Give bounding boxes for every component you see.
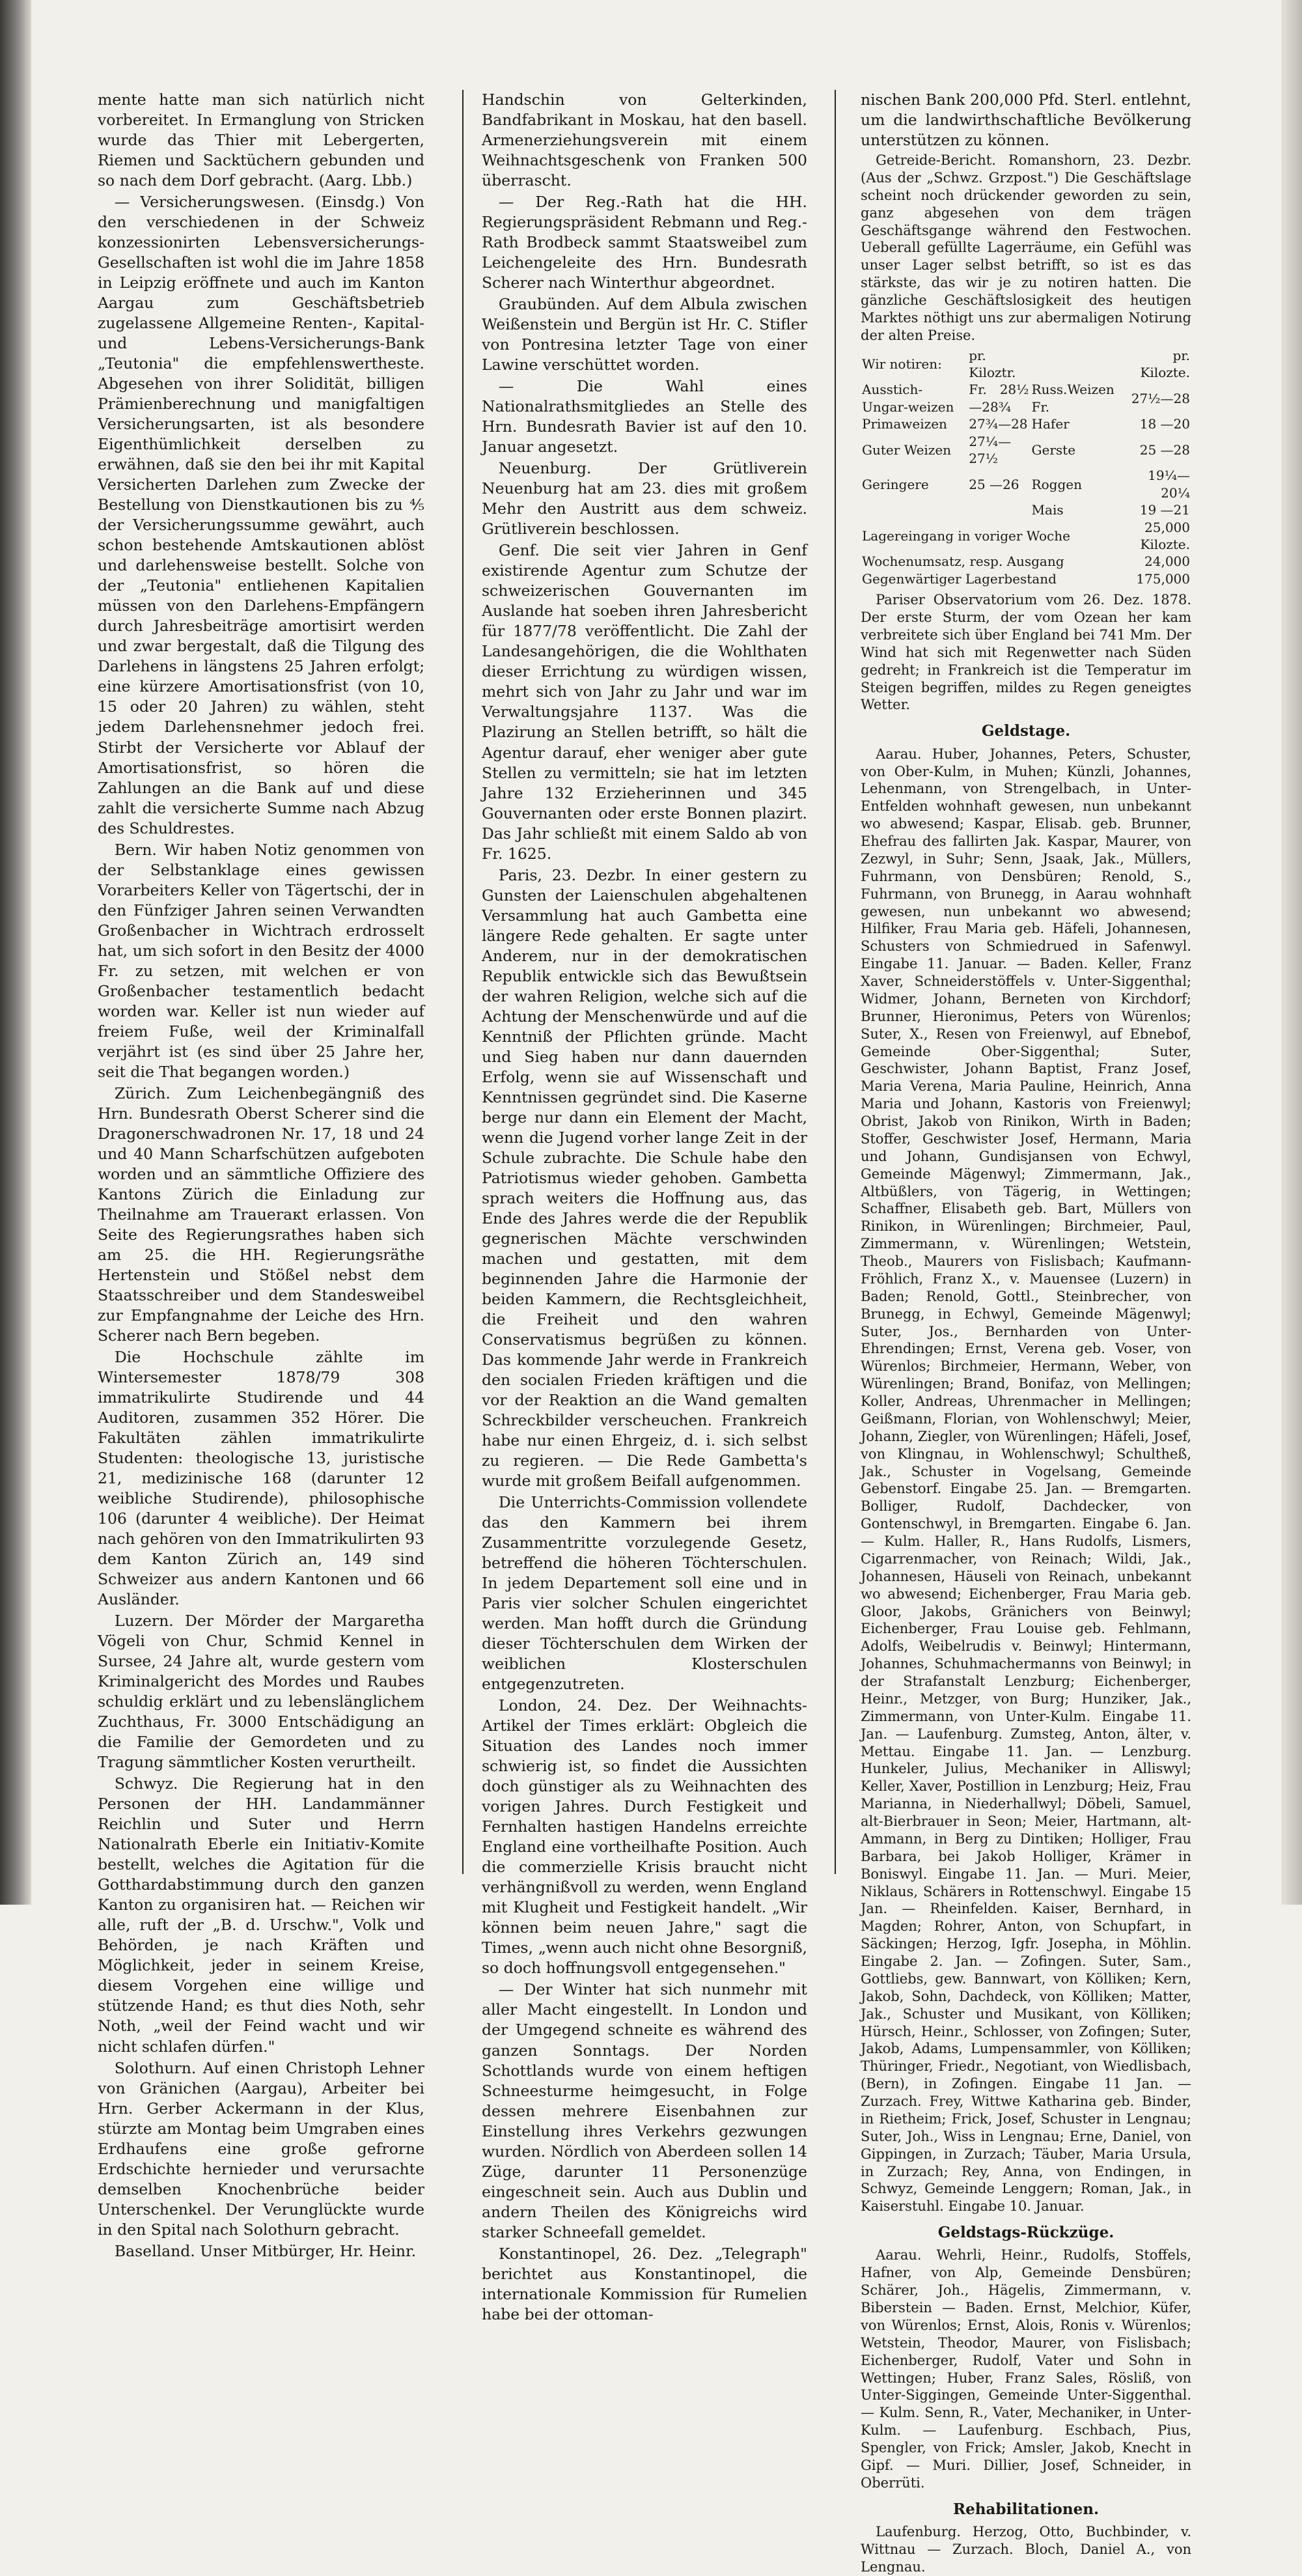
- article-paragraph: — Die Wahl eines Nationalrathsmitgliedes an Stelle des Hrn. Bundesrath Bavier ist auf den 10. Januar angesetzt.: [482, 377, 807, 456]
- article-paragraph: Genf. Die seit vier Jahren in Genf existirende Agentur zum Schutze der schweizerischen Gouvernanten im Auslande hat soeben ihren Jahresbericht für 1877/78 veröffentlicht. Die Zahl der Landesangehörigen, die die Wohlthaten dieser Errichtung zu würdigen wissen, mehrt sich von Jahr zu Jahr und war im Verwaltungsjahre 1137. Was die Plazirung an Stellen betrifft, so hält die Agentur darauf, eher weniger aber gute Stellen zu vermitteln; sie hat im letzten Jahre 132 Erzieherinnen und 345 Gouvernanten oder erste Bonnen plazirt. Das Jahr schließt mit einem Saldo ab von Fr. 1625.: [482, 541, 807, 863]
- column-3: [861, 90, 1191, 2575]
- table-cell: Lagereingang in voriger Woche: [862, 527, 1070, 544]
- article-paragraph: Baselland. Unser Mitbürger, Hr. Heinr.: [114, 2241, 417, 2260]
- article-paragraph: Luzern. Der Mörder der Margaretha Vögeli von Chur, Schmid Kennel in Sursee, 24 Jahre alt, wurde gestern vom Kriminalgericht des Mordes und Raubes schuldig erklärt und zu lebenslänglichem Zuchthaus, Fr. 3000 Entschädigung an die Familie der Gemordeten und zu Tragung sämmtlicher Kosten verurtheilt.: [98, 1612, 424, 1772]
- article-paragraph: — Der Winter hat sich nunmehr mit aller Macht eingestellt. In London und der Umgegend schneite es während des ganzen Sonntags. Der Norden Schottlands wurde von einem heftigen Schneesturme heimgesucht, in Folge dessen mehrere Eisenbahnen zur Einstellung ihres Verkehrs gezwungen wurden. Nördlich von Aberdeen sollen 14 Züge, darunter 11 Personenzüge eingeschneit sein. Auch aus Dublin und andern Theilen des Königreichs wird starker Schneefall gemeldet.: [482, 1980, 807, 2241]
- table-cell: Roggen: [1031, 476, 1082, 492]
- scan-right-edge: [1281, 0, 1302, 1905]
- table-header-row: [861, 347, 1191, 382]
- article-paragraph: Handschin von Gelterkinden, Bandfabrikant in Moskau, hat den basell. Armenerziehungsverein mit einem Weihnachtsgeschenk von Franken 500 überrascht.: [482, 91, 807, 190]
- table-cell: Ausstich-Ungar-weizen: [862, 382, 954, 415]
- article-paragraph: Die Hochschule zählte im Wintersemester 1878/79 308 immatrikulirte Studirende und 44 Auditoren, zusammen 352 Hörer. Die Fakultäten zählen immatrikulirte Studenten: theologische 13, juristische 21, medizinische 168 (darunter 12 weibliche Studirende), philosophische 106 (darunter 4 weibliche). Der Heimat nach gehören von den Immatrikulirten 93 dem Kanton Zürich an, 149 sind Schweizer aus andern Kantonen und 66 Ausländer.: [98, 1347, 424, 1609]
- table-cell: 27½—28: [1131, 390, 1190, 406]
- table-cell: Gerste: [1031, 441, 1076, 458]
- table-cell: Gegenwärtiger Lagerbestand: [862, 570, 1057, 587]
- article-paragraph: — Versicherungswesen. (Einsdg.) Von den verschiedenen in der Schweiz konzessionirten Lebensversicherungs-Gesellschaften ist wohl die im Jahre 1858 in Leipzig eröffnete und auch im Kanton Aargau zum Geschäftsbetrieb zugelassene Allgemeine Renten-, Kapital- und Lebens-Versicherungs-Bank „Teutonia" die empfehlenswertheste. Abgesehen von ihrer Solidität, billigen Prämienberechnung und manigfaltigen Versicherungsarten, ist als besondere Eigenthümlichkeit derselben zu erwähnen, daß sie den bei ihr mit Kapital Versicherten Darlehen zum Zwecke der Bestellung von Dienstkautionen bis zu ⅘ der Versicherungssumme gewährt, auch schon bestehende Amtskautionen ablöst und darlehensweise bestellt. Solche von der „Teutonia" entliehenen Kapitalien müssen von den Darlehens-Empfängern durch Jahresbeiträge amortisirt werden und zwar bergestalt, daß die Tilgung des Darlehens in längstens 25 Jahren erfolgt; eine kürzere Amortisationsfrist (von 10, 15 oder 20 Jahren) zu wählen, steht jedem Darlehensnehmer jedoch frei. Stirbt der Versicherte vor Ablauf der Amortisationsfrist, so hören die Zahlungen an die Bank auf und diese zahlt die versicherte Summe nach Abzug des Schuldrestes.: [98, 193, 424, 837]
- article-paragraph: Schwyz. Die Regierung hat in den Personen der HH. Landammänner Reichlin und Suter und Herrn Nationalrath Eberle ein Initiativ-Komite bestellt, welches die Agitation für die Gotthardabstimmung durch den ganzen Kanton zu organisiren hat. — Reichen wir alle, ruft der „B. d. Urschw.", Volk und Behörden, je nach Kräften und Möglichkeit, jeder in seinem Kreise, diesem Vorgehen eine willige und stützende Hand; es thut dies Noth, sehr Noth, „weil der Feind wacht und wir nicht schlafen dürfen.": [98, 1774, 424, 2056]
- table-row: [861, 415, 1191, 432]
- table-cell: Geringere: [862, 476, 929, 492]
- table-cell: 18 —20: [1139, 416, 1190, 432]
- grain-price-table: [861, 347, 1191, 587]
- observatory-report: Pariser Observatorium vom 26. Dez. 1878. Der erste Sturm, der vom Ozean her kam verbreitete sich über England bei 741 Mm. Der Wind hat sich mit Regenwetter nach Süden gedreht; in Frankreich ist die Temperatur im Steigen begriffen, mildes zu Regen geneigtes Wetter.: [861, 592, 1191, 713]
- table-cell: 27¾—28: [969, 416, 1028, 432]
- table-cell: Hafer: [1031, 416, 1070, 432]
- column-2: [482, 90, 807, 2323]
- table-row: [861, 467, 1191, 501]
- article-paragraph: Solothurn. Auf einen Christoph Lehner von Gränichen (Aargau), Arbeiter bei Hrn. Gerber Ackermann in der Klus, stürzte am Montag beim Umgraben eines Erdhaufens eine große gefrorne Erdschichte hernieder und verursachte demselben Knochenbrüche beider Unterschenkel. Der Verunglückte wurde in den Spital nach Solothurn gebracht.: [98, 2058, 424, 2239]
- table-cell: 24,000: [1144, 553, 1190, 570]
- table-row: [861, 501, 1191, 518]
- table-cell: Russ.Weizen Fr.: [1031, 382, 1115, 415]
- section-heading: Rehabilitationen.: [953, 2500, 1099, 2518]
- article-paragraph: — Der Reg.-Rath hat die HH. Regierungspräsident Rebmann und Reg.-Rath Brodbeck sammt Staatsweibel zum Leichengeleite des Hrn. Bundesrath Scherer nach Winterthur abgeordnet.: [482, 193, 807, 292]
- newspaper-page: [98, 90, 1191, 2575]
- table-cell: Primaweizen: [862, 416, 947, 432]
- grain-report-text: Getreide-Bericht. Romanshorn, 23. Dezbr. (Aus der „Schwz. Grzpost.") Die Geschäftslage scheint noch drückender geworden zu sein, ganz abgesehen von dem trägen Geschäftsgange während den Festwochen. Ueberall gefüllte Lagerräume, ein Gefühl was unser Lager selbst betrifft, so ist es das stärkste, das wir je zu notiren hatten. Die gänzliche Geschäftslosigkeit des heutigen Marktes nöthigt uns zur abermaligen Notirung der alten Preise.: [861, 152, 1191, 343]
- table-row: [861, 433, 1191, 468]
- column-1: [98, 90, 424, 2260]
- table-cell: 25,000 Kilozte.: [1140, 519, 1190, 552]
- notice-paragraph: Aarau. Huber, Johannes, Peters, Schuster, von Ober-Kulm, in Muhen; Künzli, Johannes, Lehenmann, von Strengelbach, in Unter-Entfelden wohnhaft gewesen, nun unbekannt wo abwesend; Kaspar, Elisab. geb. Brunner, Ehefrau des fallirten Jak. Kaspar, Maurer, von Zezwyl, in Suhr; Senn, Jsaak, Jak., Müllers, Fuhrmann, von Densbüren; Renold, S., Fuhrmann, von Brunegg, in Aarau wohnhaft gewesen, nun unbekannt wo abwesend; Hilfiker, Frau Maria geb. Häfeli, Johannesen, Schusters von Schmiedrued in Safenwyl. Eingabe 11. Januar. — Baden. Keller, Franz Xaver, Schneiderstöffels v. Unter-Siggenthal; Widmer, Johann, Berneten von Kirchdorf; Brunner, Hieronimus, Peters von Würenlos; Suter, X., Resen von Freienwyl, auf Ebnebof, Gemeinde Ober-Siggenthal; Suter, Geschwister, Johann Baptist, Franz Josef, Maria Verena, Maria Pauline, Heinrich, Anna Maria und Johann, Kastoris von Freienwyl; Obrist, Jakob von Rinikon, Wirth in Baden; Stoffer, Geschwister Josef, Hermann, Maria und Johann, Gundisjansen von Echwyl, Gemeinde Mägenwyl; Zimmermann, Jak., Altbüßlers, von Tägerig, in Wettingen; Schaffner, Elisabeth geb. Bart, Müllers von Rinikon, in Würenlingen; Birchmeier, Paul, Zimmermann, v. Würenlingen; Wetstein, Theob., Maurers von Fislisbach; Kaufmann-Fröhlich, Franz X., v. Mauensee (Luzern) in Baden; Renold, Gottl., Steinbrecher, von Brunegg, in Echwyl, Gemeinde Mägenwyl; Suter, Jos., Bernharden von Unter-Ehrendingen; Ernst, Verena geb. Voser, von Würenlos; Birchmeier, Hermann, Weber, von Würenlingen; Brand, Bonifaz, von Mellingen; Koller, Andreas, Uhrenmacher in Mellingen; Geißmann, Florian, von Wohlenschwyl; Meier, Johann, Ziegler, von Würenlingen; Häfeli, Josef, von Klingnau, in Wohlenschwyl; Schultheß, Jak., Schuster in Vogelsang, Gemeinde Gebenstorf. Eingabe 25. Jan. — Bremgarten. Bolliger, Rudolf, Dachdecker, von Gontenschwyl, in Bremgarten. Eingabe 6. Jan. — Kulm. Haller, R., Hans Rudolfs, Lismers, Cigarrenmacher, von Reinach; Wildi, Jak., Johannesen, Häuseli von Reinach, unbekannt wo abwesend; Eichenberger, Frau Maria geb. Gloor, Jakobs, Gränichers von Beinwyl; Eichenberger, Frau Louise geb. Fehlmann, Adolfs, Weibelrudis v. Beinwyl; Hintermann, Johannes, Schuhmachermanns von Beinwyl; in der Strafanstalt Lenzburg; Eichenberger, Heinr., Metzger, von Burg; Hunziker, Jak., Zimmermann, von Unter-Kulm. Eingabe 11. Jan. — Laufenburg. Zumsteg, Anton, älter, v. Mettau. Eingabe 11. Jan. — Lenzburg. Hunkeler, Julius, Mechaniker in Alliswyl; Keller, Xaver, Postillion in Lenzburg; Heiz, Frau Marianna, in Niederhallwyl; Döbeli, Samuel, alt-Bierbrauer in Seon; Meier, Hartmann, alt-Ammann, in Berg zu Dintiken; Holliger, Frau Barbara, bei Jakob Holliger, Krämer in Boniswyl. Eingabe 11. Jan. — Muri. Meier, Niklaus, Schärers in Rottenschwyl. Eingabe 15 Jan. — Rheinfelden. Kaiser, Bernhard, in Magden; Rohrer, Anton, von Schupfart, in Säckingen; Herzog, Igfr. Josepha, in Möhlin. Eingabe 2. Jan. — Zofingen. Suter, Sam., Gottliebs, gew. Bannwart, von Kölliken; Kern, Jakob, Sohn, Dachdeck, von Kölliken; Matter, Jak., Schuster und Musikant, von Kölliken; Hürsch, Heinr., Schlosser, von Zofingen; Suter, Jakob, Adams, Lumpensammler, von Kölliken; Thüringer, Friedr., Negotiant, von Wiedlisbach, (Bern), in Zofingen. Eingabe 11 Jan. — Zurzach. Frey, Wittwe Katharina geb. Binder, in Rietheim; Frick, Josef, Schuster in Lengnau; Suter, Joh., Wiss in Lengnau; Erne, Daniel, von Gippingen, in Zurzach; Täuber, Maria Ursula, in Zurzach; Rey, Anna, von Endingen, in Schwyz, Gemeinde Lenggern; Roman, Jak., in Kaiserstuhl. Eingabe 10. Januar.: [861, 746, 1191, 2215]
- table-cell: Mais: [1031, 502, 1064, 518]
- notice-paragraph: Aarau. Wehrli, Heinr., Rudolfs, Stoffels, Hafner, von Alp, Gemeinde Densbüren; Schärer, Joh., Hägelis, Zimmermann, v. Biberstein — Baden. Ernst, Melchior, Küfer, von Würenlos; Ernst, Alois, Ronis v. Würenlos; Wetstein, Theodor, Maurer, von Fislisbach; Eichenberger, Rudolf, Vater und Sohn in Wettingen; Huber, Franz Sales, Rösliß, von Unter-Siggingen, Gemeinde Unter-Siggenthal. — Kulm. Senn, R., Vater, Mechaniker, in Unter-Kulm. — Laufenburg. Eschbach, Pius, Spengler, von Frick; Amsler, Jakob, Knecht in Gipf. — Muri. Dillier, Josef, Schneider, in Oberrüti.: [861, 2247, 1191, 2491]
- column-rule: [835, 90, 836, 1874]
- column-rule: [462, 90, 464, 1874]
- article-paragraph: London, 24. Dez. Der Weihnachts-Artikel der Times erklärt: Obgleich die Situation des Landes noch immer schwierig ist, so findet die Aussichten doch günstiger als zu Weihnachten des vorigen Jahres. Durch Festigkeit und Fernhalten hastigen Handelns erreichte England eine vortheilhafte Position. Auch die commerzielle Krisis braucht nicht verhängnißvoll zu werden, wenn England mit Klugheit und Festigkeit handelt. „Wir können beim neuen Jahre," sagt die Times, „wenn auch nicht ohne Besorgniß, so doch hoffnungsvoll entgegensehen.": [482, 1696, 807, 1978]
- table-cell: 25 —28: [1139, 441, 1190, 458]
- article-paragraph: Zürich. Zum Leichenbegängniß des Hrn. Bundesrath Oberst Scherer sind die Dragonerschwadronen Nr. 17, 18 und 24 und 40 Mann Scharfschützen aufgeboten worden und an sämmtliche Offiziere des Kantons Zürich die Einladung zur Theilnahme am Traueraкt erlassen. Von Seite des Regierungsrathes haben sich am 25. die HH. Regierungsräthe Hertenstein und Stößel nebst dem Staatsschreiber und dem Standesweibel zur Empfangnahme der Leiche des Hrn. Scherer nach Bern begeben.: [98, 1084, 424, 1345]
- table-cell: Wir notiren:: [862, 356, 942, 372]
- table-cell: pr. Kilozte.: [1140, 347, 1190, 381]
- table-cell: Wochenumsatz, resp. Ausgang: [862, 553, 1064, 570]
- table-cell: [861, 501, 967, 518]
- article-paragraph: Die Unterrichts-Commission vollendete das den Kammern bei ihrem Zusammentritte vorzulegende Gesetz, betreffend die höheren Töchterschulen. In jedem Departement soll eine und in Paris vier solcher Schulen eingerichtet werden. Man hofft durch die Gründung dieser Töchterschulen dem Wirken der weiblichen Klosterschulen entgegenzutreten.: [482, 1493, 807, 1694]
- article-paragraph: Konstantinopel, 26. Dez. „Telegraph" berichtet aus Konstantinopel, die internationale Kommission für Rumelien habe bei der ottoman-: [482, 2244, 807, 2323]
- table-cell: [967, 501, 1030, 518]
- table-cell: 25 —26: [969, 476, 1019, 492]
- notice-paragraph: Laufenburg. Herzog, Otto, Buchbinder, v. Wittnau — Zurzach. Bloch, Daniel A., von Lengnau.: [861, 2524, 1191, 2575]
- table-cell: Fr. 28½—28¾: [969, 382, 1029, 415]
- section-heading: Geldstage.: [981, 722, 1071, 740]
- table-cell: [1031, 347, 1122, 382]
- table-cell: 19¼—20¼: [1148, 468, 1190, 501]
- table-cell: pr. Kiloztr.: [969, 347, 1016, 381]
- table-row: [861, 553, 1191, 570]
- article-paragraph: Neuenburg. Der Grütliverein Neuenburg hat am 23. dies mit großem Mehr den Austritt aus dem schweiz. Grütliverein beschlossen.: [482, 459, 807, 539]
- table-row: [861, 519, 1191, 553]
- scan-binding-edge: [0, 0, 31, 1905]
- article-paragraph: Bern. Wir haben Notiz genommen von der Selbstanklage eines gewissen Vorarbeiters Keller von Tägertschi, der in den Fünfziger Jahren seinen Verwandten Großenbacher in Wichtrach erdrosselt hat, um sich sofort in den Besitz der 4000 Fr. zu setzen, mit welchen er von Großenbacher testamentlich bedacht worden war. Keller ist nun wieder auf freiem Fuße, weil der Kriminalfall verjährt ist (es sind über 25 Jahre her, seit die That begangen worden.): [98, 840, 424, 1081]
- article-paragraph: mente hatte man sich natürlich nicht vorbereitet. In Ermanglung von Stricken wurde das Thier mit Lebergerten, Riemen und Sacktüchern gebunden und so nach dem Dorf gebracht. (Aarg. Lbb.): [98, 91, 424, 190]
- table-cell: Guter Weizen: [862, 441, 952, 458]
- table-row: [861, 570, 1191, 587]
- table-cell: 27¼—27½: [969, 433, 1012, 467]
- article-paragraph: nischen Bank 200,000 Pfd. Sterl. entlehnt, um die landwirthschaftliche Bevölkerung unterstützen zu können.: [861, 91, 1191, 150]
- table-cell: 19 —21: [1139, 502, 1190, 518]
- article-paragraph: Graubünden. Auf dem Albula zwischen Weißenstein und Bergün ist Hr. C. Stifler von Pontresina letzter Tage von einer Lawine verschüttet worden.: [482, 295, 807, 374]
- table-row: [861, 381, 1191, 415]
- table-cell: 175,000: [1136, 570, 1190, 587]
- article-paragraph: Paris, 23. Dezbr. In einer gestern zu Gunsten der Laienschulen abgehaltenen Versammlung hat auch Gambetta eine längere Rede gehalten. Er sagte unter Anderem, nur in der demokratischen Republik entwickle sich das Bewußtsein der wahren Religion, welche sich auf die Achtung der Menschenwürde und auf die Kenntniß der Pflichten gründe. Macht und Sieg haben nur dann dauernden Erfolg, wenn sie auf Wissenschaft und Kenntnissen gegründet sind. Die Kaserne berge nur dann ein Element der Macht, wenn die Jugend vorher lange Zeit in der Schule zubrachte. Die Schule habe den Patriotismus wieder gehoben. Gambetta sprach weiters die Hoffnung aus, das Ende des Jahres werde die der Republik gegnerischen Mächte verschwinden machen und gestatten, mit dem beginnenden Jahre die Harmonie der beiden Kammern, die Rechtsgleichheit, die Freiheit und den wahren Conservatismus begrüßen zu können. Das kommende Jahr werde in Frankreich den socialen Frieden kräftigen und die vor der Reaktion an die Wand gemalten Schreckbilder verscheuchen. Frankreich habe nur einen Ehrgeiz, d. i. sich selbst zu regieren. — Die Rede Gambetta's wurde mit großem Beifall aufgenommen.: [482, 865, 807, 1491]
- section-heading: Geldstags-Rückzüge.: [937, 2224, 1115, 2242]
